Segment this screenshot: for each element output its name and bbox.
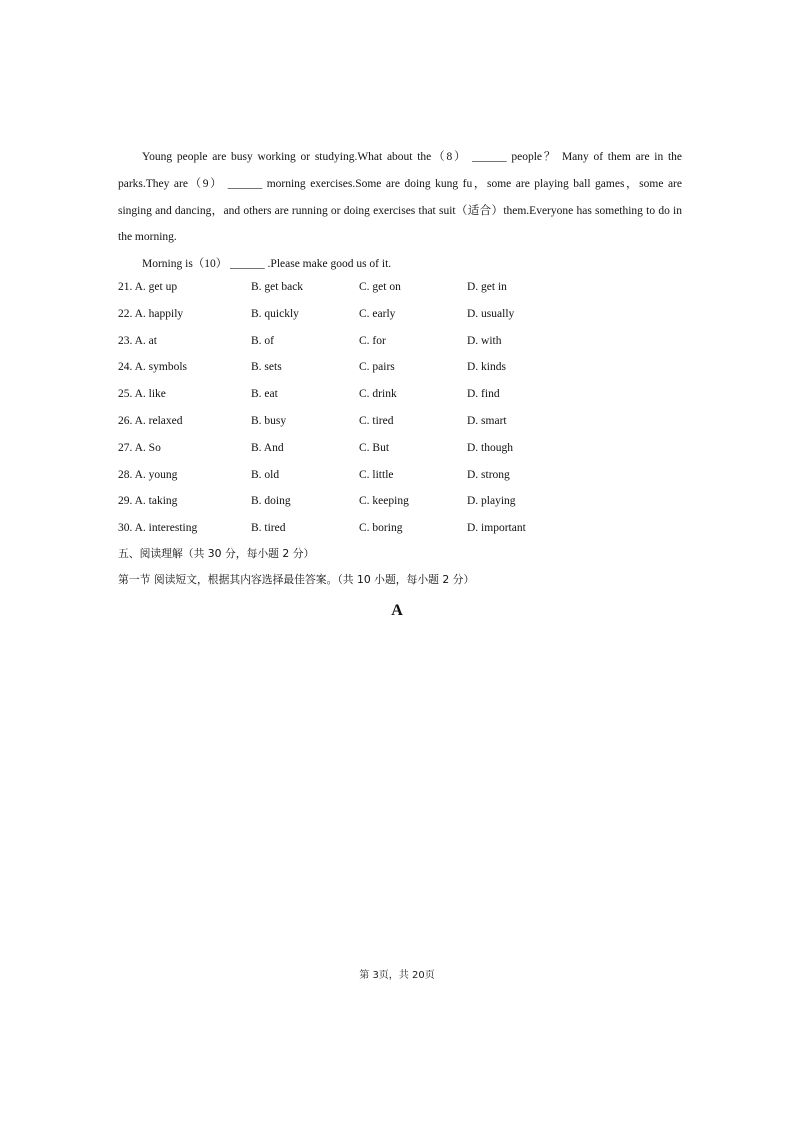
question-row xyxy=(118,439,682,466)
page-footer: 第 3页，共 20页 xyxy=(359,970,435,981)
option-b: B. old xyxy=(251,468,280,481)
question-row xyxy=(118,466,682,493)
passage-paragraph-1: Young people are busy working or studying.What about the（8） ______ people？ Many of them are in the parks.They are（9） ______ morning exercises.Some are doing kung fu，some are playing ball games，some are singing and dancing，and others are running or doing exercises that suit（适合）them.Everyone has something to do in the morning. xyxy=(118,151,682,244)
option-d: D. smart xyxy=(467,414,507,427)
option-b: B. And xyxy=(251,441,284,454)
section-subheading: 第一节 阅读短文，根据其内容选择最佳答案。（共 10 小题，每小题 2 分） xyxy=(118,573,475,586)
option-b: B. of xyxy=(251,334,274,347)
option-a: 22. A. happily xyxy=(118,307,184,320)
option-a: 21. A. get up xyxy=(118,281,178,293)
option-a: 25. A. like xyxy=(118,388,166,401)
option-c: C. But xyxy=(359,441,390,454)
option-a: 30. A. interesting xyxy=(118,522,198,535)
option-c: C. drink xyxy=(359,388,397,401)
option-c: C. for xyxy=(359,334,386,347)
cloze-passage xyxy=(118,144,682,278)
option-b: B. quickly xyxy=(251,307,299,320)
option-c: C. keeping xyxy=(359,495,409,508)
option-d: D. find xyxy=(467,388,500,401)
option-b: B. eat xyxy=(251,388,278,401)
option-a: 23. A. at xyxy=(118,334,157,347)
question-row xyxy=(118,492,682,519)
option-c: C. get on xyxy=(359,281,401,293)
option-a: 28. A. young xyxy=(118,468,178,481)
question-row xyxy=(118,332,682,359)
option-a: 29. A. taking xyxy=(118,495,178,508)
option-a: 26. A. relaxed xyxy=(118,414,183,427)
option-b: B. tired xyxy=(251,522,286,535)
option-b: B. busy xyxy=(251,414,287,427)
option-c: C. early xyxy=(359,307,396,320)
question-row xyxy=(118,519,682,546)
passage-paragraph-2: Morning is（10） ______ .Please make good us of it. xyxy=(142,258,392,271)
question-row xyxy=(118,358,682,385)
option-a: 27. A. So xyxy=(118,441,161,454)
option-b: B. sets xyxy=(251,361,282,374)
option-c: C. pairs xyxy=(359,361,395,374)
question-row xyxy=(118,385,682,412)
option-c: C. tired xyxy=(359,414,394,427)
option-d: D. strong xyxy=(467,468,510,481)
section-heading-reading: 五、阅读理解（共 30 分，每小题 2 分） xyxy=(118,547,315,560)
option-d: D. get in xyxy=(467,281,507,293)
option-a: 24. A. symbols xyxy=(118,361,188,374)
option-b: B. get back xyxy=(251,281,304,293)
option-d: D. important xyxy=(467,522,526,535)
question-row xyxy=(118,305,682,332)
option-d: D. playing xyxy=(467,495,516,508)
option-d: D. with xyxy=(467,334,502,347)
option-c: C. little xyxy=(359,468,394,481)
option-d: D. though xyxy=(467,441,513,454)
question-row xyxy=(118,412,682,439)
passage-letter-heading: A xyxy=(391,602,403,619)
question-options-list xyxy=(118,278,682,546)
option-b: B. doing xyxy=(251,495,291,508)
option-c: C. boring xyxy=(359,522,403,535)
question-row xyxy=(118,278,682,305)
option-d: D. usually xyxy=(467,307,515,320)
option-d: D. kinds xyxy=(467,361,506,374)
